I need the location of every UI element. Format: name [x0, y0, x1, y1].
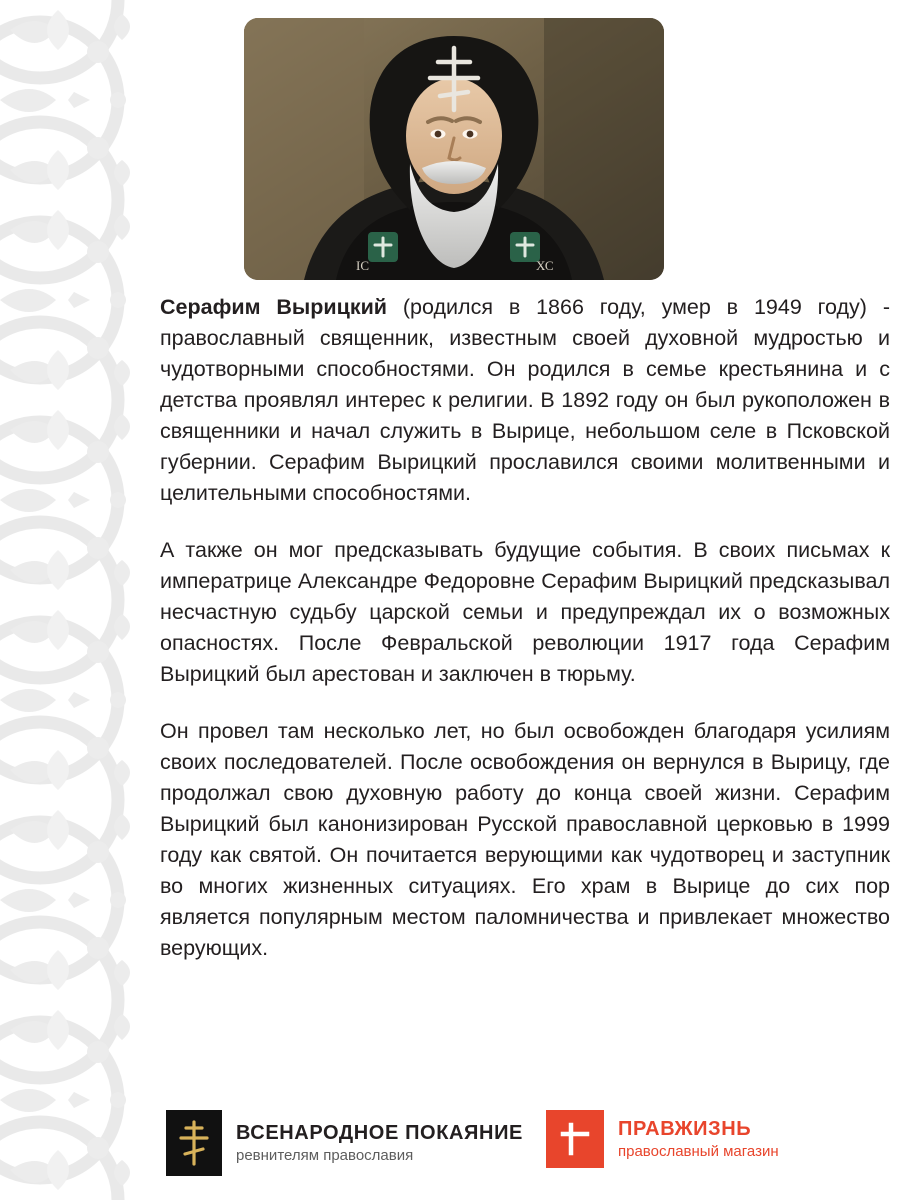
ornament-pattern-icon: [0, 0, 148, 1200]
portrait-image: [244, 18, 664, 280]
paragraph-1: [160, 292, 890, 509]
lead-subject-name: Серафим Вырицкий: [160, 295, 388, 319]
brand-left-subtitle: ревнителям православия: [236, 1146, 414, 1164]
footer-brands: [148, 1104, 900, 1200]
page-content-column: [148, 0, 900, 1200]
paragraph-2: А также он мог предсказывать будущие события. В своих письмах к императрице Александре Федоровне Серафим Вырицкий предсказывал несчастную судьбу царской семьи и предупреждал их о возможных опасностях. После Февральской революции 1917 года Серафим Вырицкий был арестован и заключен в тюрьму.: [160, 538, 890, 686]
brand-right-subtitle: православный магазин: [618, 1142, 779, 1160]
brand-vsenarodnoe-pokayanie[interactable]: [166, 1110, 523, 1176]
decorative-ornament-band: [0, 0, 148, 1200]
svg-text:ІС: ІС: [356, 258, 369, 273]
portrait-illustration-icon: [244, 18, 664, 280]
svg-text:ХС: ХС: [536, 258, 554, 273]
white-cross-glyph-icon: [557, 1121, 593, 1157]
brand-left-text: [236, 1122, 523, 1165]
orthodox-cross-glyph-icon: [177, 1118, 211, 1168]
brand-left-title: ВСЕНАРОДНОЕ ПОКАЯНИЕ: [236, 1121, 523, 1144]
brand-right-text: [618, 1118, 779, 1161]
paragraph-1-text: (родился в 1866 году, умер в 1949 году) - православный священник, известным своей духовной мудростью и чудотворными способностями. Он родился в семье крестьянина и с детства проявлял интерес к религии. В 1892 году он был рукоположен в священники и начал служить в Вырице, небольшом селе в Псковской губернии. Серафим Вырицкий прославился своими молитвенными и целительными способностями.: [160, 295, 890, 505]
orthodox-cross-icon: [166, 1110, 222, 1176]
cross-square-icon: [546, 1110, 604, 1168]
brand-right-title: ПРАВЖИЗНЬ: [618, 1117, 752, 1140]
brand-pravzhizn[interactable]: [546, 1110, 779, 1168]
article-body: [160, 292, 890, 964]
paragraph-3: Он провел там несколько лет, но был освобожден благодаря усилиям своих последователей. После освобождения он вернулся в Вырицу, где продолжал свою духовную работу до конца своей жизни. Серафим Вырицкий был канонизирован Русской православной церковью в 1999 году как святой. Он почитается верующими как чудотворец и заступник во многих жизненных ситуациях. Его храм в Вырице до сих пор является популярным местом паломничества и привлекает множество верующих.: [160, 719, 890, 960]
